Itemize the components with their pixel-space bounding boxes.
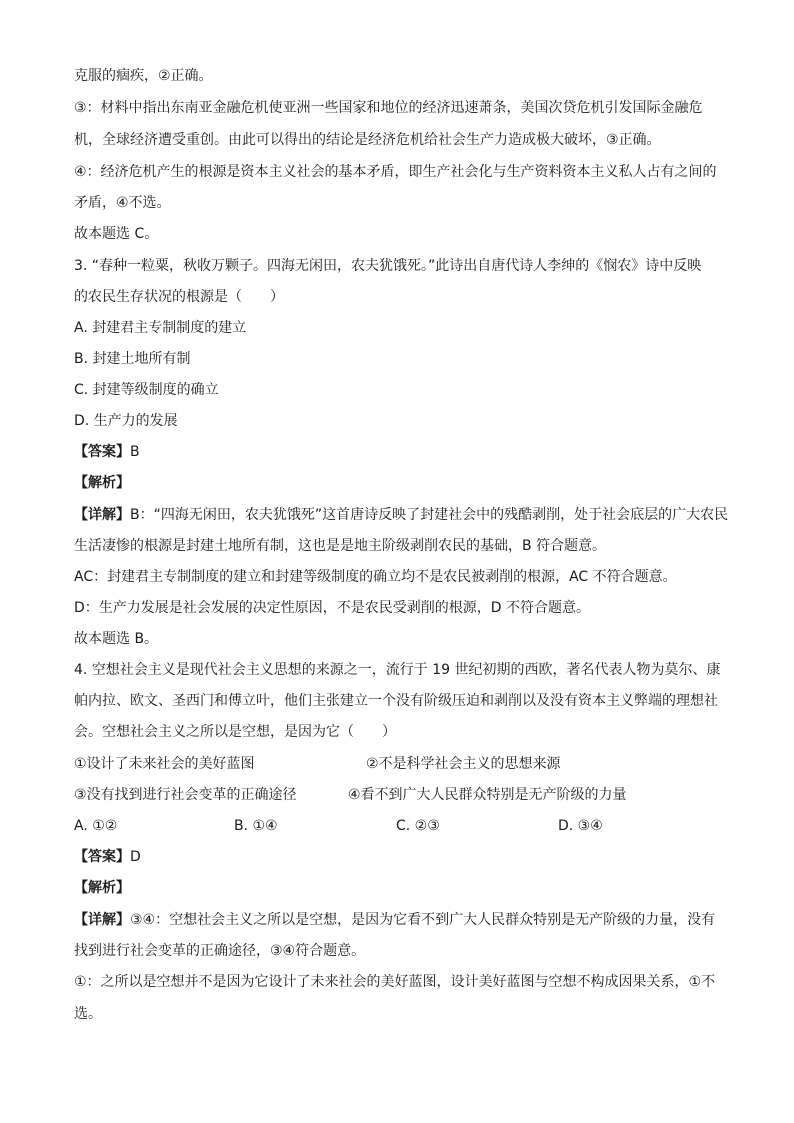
question-4-stem: 会。空想社会主义之所以是空想，是因为它（ ） (74, 724, 396, 740)
text-line: ③：材料中指出东南亚金融危机使亚洲一些国家和地位的经济迅速萧条，美国次贷危机引发国际金融危 (74, 100, 703, 116)
text-line: 机，全球经济遭受重创。由此可以得出的结论是经济危机给社会生产力造成极大破坏，③正确。 (74, 132, 661, 148)
answer-value: D (130, 849, 141, 865)
detail-line (74, 505, 728, 525)
text-line: 选。 (74, 1006, 102, 1022)
option-c: C. ②③ (396, 818, 440, 834)
text-line: ①：之所以是空想并不是因为它设计了未来社会的美好蓝图，设计美好蓝图与空想不构成因果关系，①不 (74, 974, 716, 990)
option-a: A. 封建君主专制制度的建立 (74, 320, 247, 336)
answer-line (74, 442, 140, 462)
text-line: 矛盾，④不选。 (74, 195, 171, 211)
detail-tag: 【详解】 (74, 507, 130, 523)
text-line: 找到进行社会变革的正确途径，③④符合题意。 (74, 943, 366, 959)
statement-1: ①设计了未来社会的美好蓝图 (74, 756, 255, 772)
statement-4: ④看不到广大人民群众特别是无产阶级的力量 (348, 787, 627, 803)
question-3-stem: 3. “春种一粒粟，秋收万颗子。四海无闲田，农夫犹饿死。”此诗出自唐代诗人李绅的《悯农》诗中反映 (74, 258, 702, 274)
analysis-heading (74, 878, 130, 898)
answer-line (74, 847, 141, 867)
detail-line (74, 910, 715, 930)
text-line: 故本题选 B。 (74, 631, 159, 647)
analysis-heading (74, 473, 130, 493)
analysis-tag: 【解析】 (74, 475, 130, 491)
option-b: B. 封建土地所有制 (74, 351, 191, 367)
statement-2: ②不是科学社会主义的思想来源 (366, 756, 561, 772)
text-line: AC：封建君主专制制度的建立和封建等级制度的确立均不是农民被剥削的根源，AC 不符合题意。 (74, 569, 677, 585)
option-b: B. ①④ (234, 818, 278, 834)
question-3-stem: 的农民生存状况的根源是（ ） (74, 289, 284, 305)
analysis-tag: 【解析】 (74, 880, 130, 896)
answer-value: B (130, 444, 140, 460)
text-line: 克服的痼疾，②正确。 (74, 68, 213, 84)
option-a: A. ①② (74, 818, 118, 834)
text-line: ④：经济危机产生的根源是资本主义社会的基本矛盾，即生产社会化与生产资料资本主义私人占有之间的 (74, 164, 717, 180)
answer-tag: 【答案】 (74, 444, 130, 460)
question-4-stem: 4. 空想社会主义是现代社会主义思想的来源之一，流行于 19 世纪初期的西欧，著名代表人物为莫尔、康 (74, 662, 721, 678)
detail-tag: 【详解】 (74, 912, 130, 928)
text-line: 生活凄惨的根源是封建土地所有制，这也是是地主阶级剥削农民的基础，B 符合题意。 (74, 538, 607, 554)
statement-3: ③没有找到进行社会变革的正确途径 (74, 787, 297, 803)
text-line: 故本题选 C。 (74, 226, 159, 242)
text-line: D：生产力发展是社会发展的决定性原因，不是农民受剥削的根源，D 不符合题意。 (74, 600, 591, 616)
option-d: D. ③④ (558, 818, 603, 834)
option-d: D. 生产力的发展 (74, 413, 178, 429)
detail-text: ③④：空想社会主义之所以是空想，是因为它看不到广大人民群众特别是无产阶级的力量，没有 (130, 912, 716, 928)
option-c: C. 封建等级制度的确立 (74, 382, 219, 398)
question-4-stem: 帕内拉、欧文、圣西门和傅立叶，他们主张建立一个没有阶级压迫和剥削以及没有资本主义弊端的理想社 (74, 693, 718, 709)
detail-text: B：“四海无闲田，农夫犹饿死”这首唐诗反映了封建社会中的残酷剥削，处于社会底层的广大农民 (130, 507, 729, 523)
answer-tag: 【答案】 (74, 849, 130, 865)
